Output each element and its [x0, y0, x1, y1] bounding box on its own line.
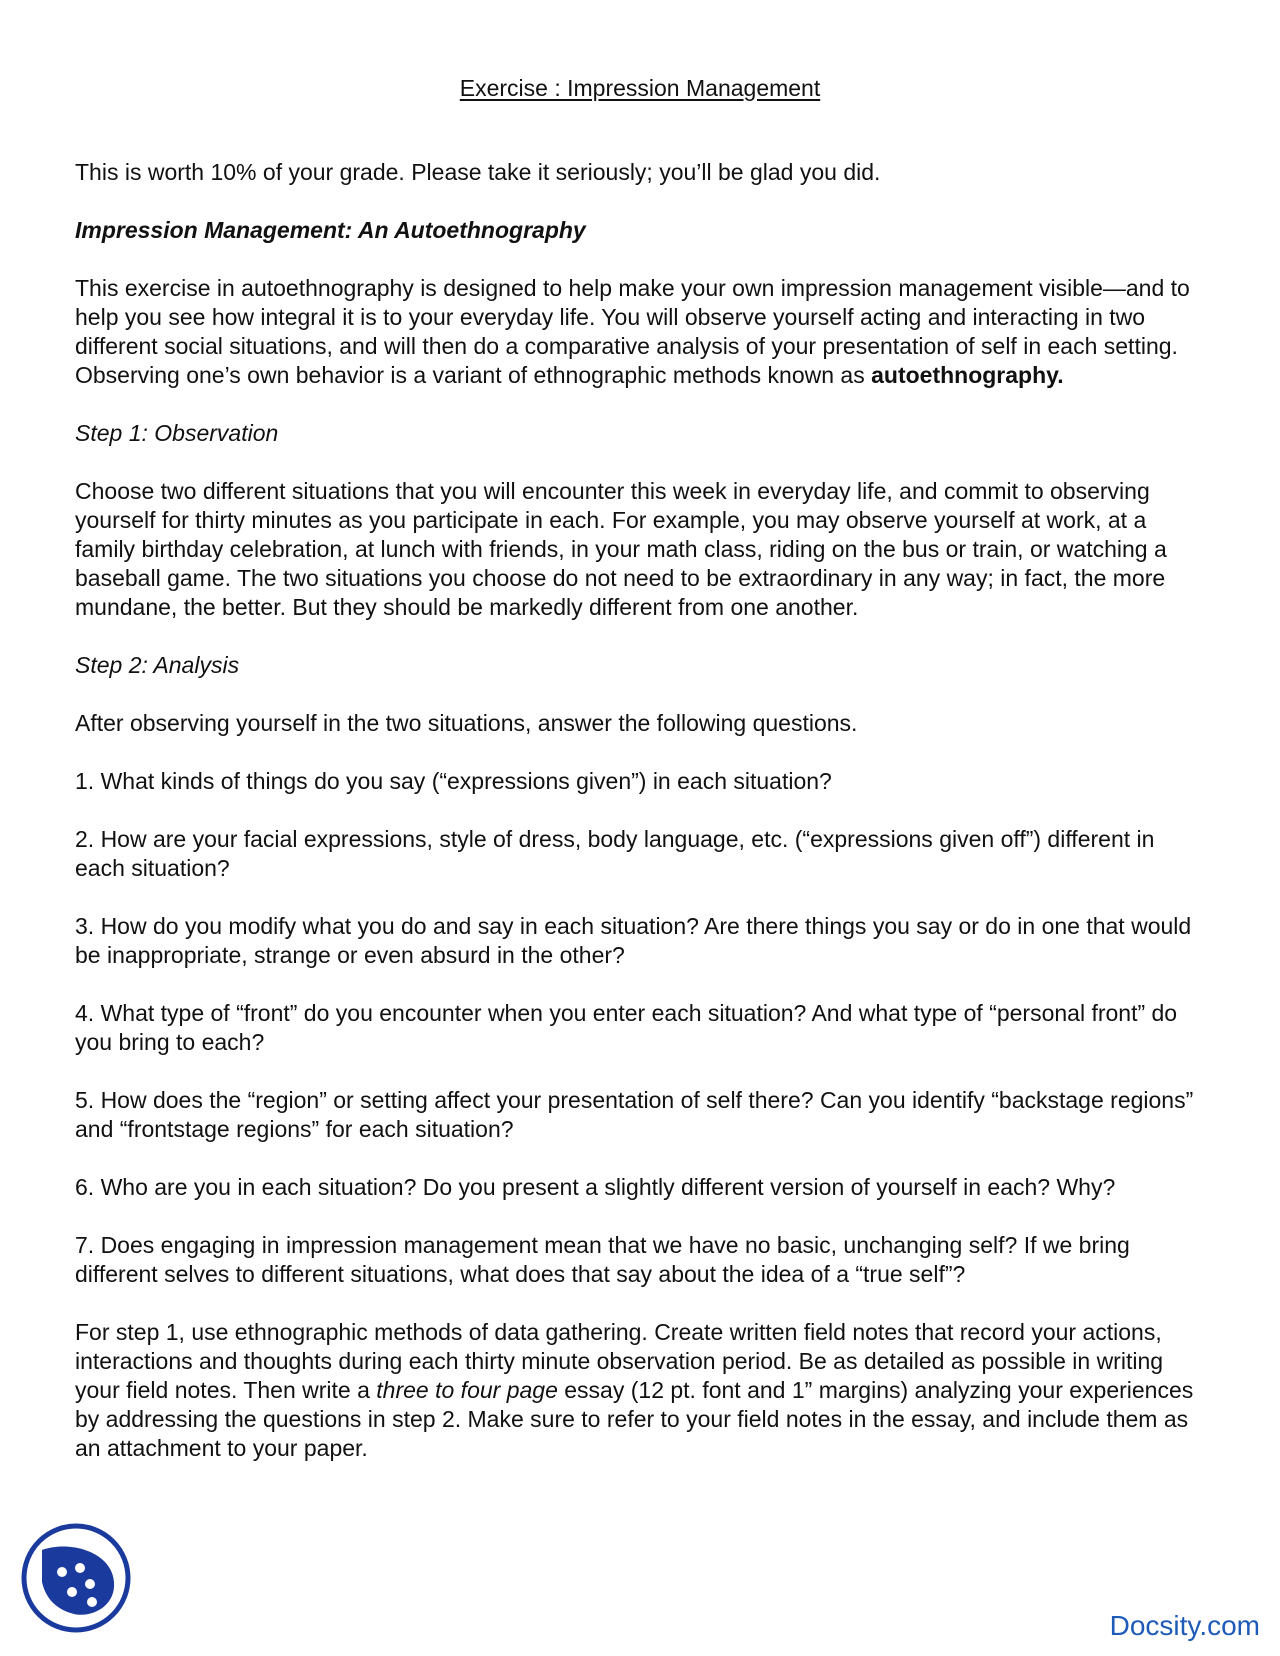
intro-paragraph: This is worth 10% of your grade. Please take it seriously; you’ll be glad you did. [75, 159, 881, 185]
document-title [0, 74, 1280, 102]
step2-heading: Step 2: Analysis [75, 652, 240, 678]
closing-text-before: For step 1, use ethnographic methods of data gathering. Create written field notes that record your actions, interactions and thoughts during each thirty minute observation period. Be as detailed as possible in writing your field notes. Then write a [75, 1319, 1164, 1403]
step1-heading: Step 1: Observation [75, 420, 279, 446]
document-body [75, 158, 1210, 1492]
question-item: 4. What type of “front” do you encounter when you enter each situation? And what type of “personal front” do you bring to each? [75, 1000, 1178, 1055]
brand-watermark[interactable]: Docsity.com [1109, 1610, 1260, 1641]
question-item: 2. How are your facial expressions, style of dress, body language, etc. (“expressions given off”) different in each situation? [75, 826, 1155, 881]
paragraph-autoethnography-text: This exercise in autoethnography is designed to help make your own impression management visible—and to help you see how integral it is to your everyday life. You will observe yourself acting and interacting in two different social situations, and will then do a comparative analysis of your presentation of self in each setting. Observing one’s own behavior is a variant of ethnographic methods known as [75, 275, 1190, 388]
question-item: 3. How do you modify what you do and say in each situation? Are there things you say or do in one that would be inappropriate, strange or even absurd in the other? [75, 913, 1192, 968]
closing-text-after: essay (12 pt. font and 1” margins) analyzing your experiences by addressing the questions in step 2. Make sure to refer to your field notes in the essay, and include them as an attachment to your paper. [75, 1377, 1194, 1461]
step1-paragraph: Choose two different situations that you will encounter this week in everyday life, and commit to observing yourself for thirty minutes as you participate in each. For example, you may observe yourself at work, at a family birthday celebration, at lunch with friends, in your math class, riding on the bus or train, or watching a baseball game. The two situations you choose do not need to be extraordinary in any way; in fact, the more mundane, the better. But they should be markedly different from one another. [75, 478, 1167, 620]
document-title-text: Exercise : Impression Management [459, 75, 821, 101]
question-item: 7. Does engaging in impression management mean that we have no basic, unchanging self? If we bring different selves to different situations, what does that say about the idea of a “true self”? [75, 1232, 1130, 1287]
question-item: 6. Who are you in each situation? Do you present a slightly different version of yourself in each? Why? [75, 1174, 1116, 1200]
question-item: 5. How does the “region” or setting affect your presentation of self there? Can you identify “backstage regions” and “frontstage regions” for each situation? [75, 1087, 1194, 1142]
closing-paragraph [75, 1318, 1210, 1463]
section-heading: Impression Management: An Autoethnography [75, 217, 586, 243]
question-item: 1. What kinds of things do you say (“expressions given”) in each situation? [75, 768, 832, 794]
autoethnography-term: autoethnography. [871, 362, 1064, 388]
closing-emphasis: three to four page [376, 1377, 558, 1403]
docsity-logo-icon [20, 1522, 132, 1634]
paragraph-autoethnography [75, 274, 1210, 390]
step2-paragraph: After observing yourself in the two situations, answer the following questions. [75, 710, 858, 736]
